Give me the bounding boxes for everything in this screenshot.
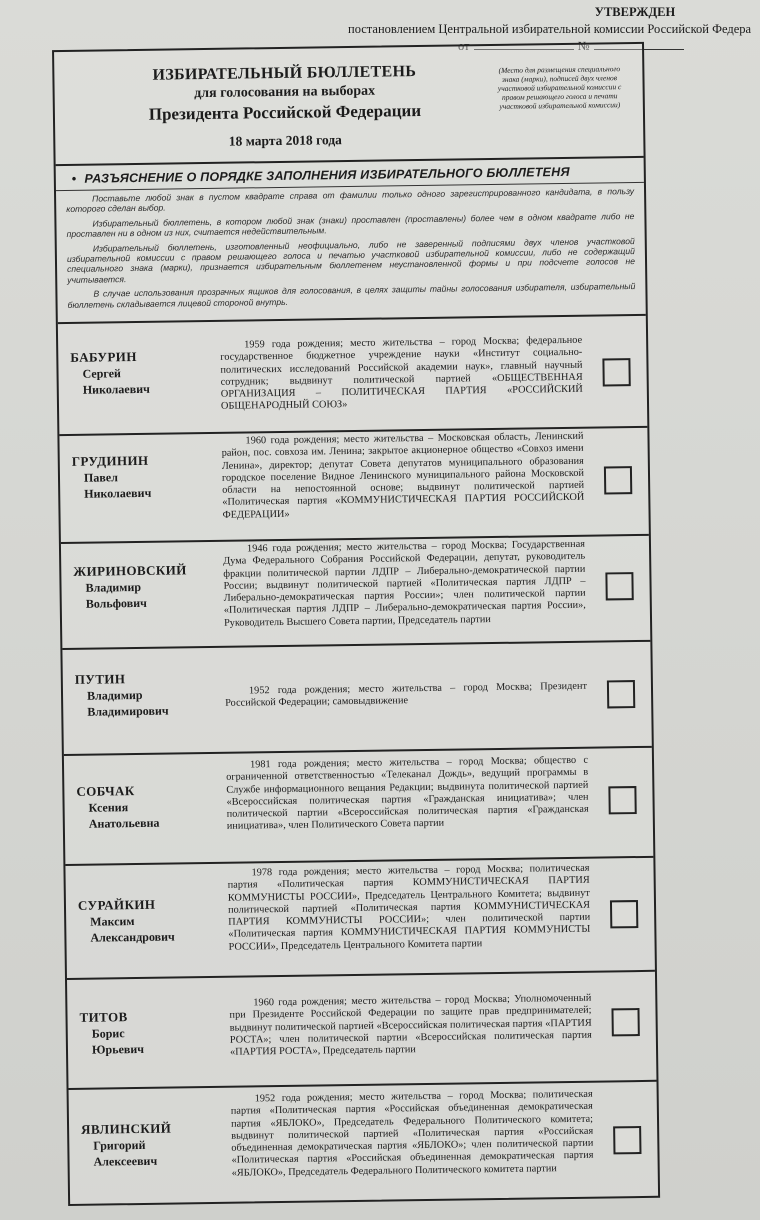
candidate-surname: СОБЧАК xyxy=(76,783,135,799)
candidate-name xyxy=(75,670,226,720)
candidate-surname: ГРУДИНИН xyxy=(71,452,149,469)
candidate-row-zhirinovsky xyxy=(61,536,650,650)
candidate-row-suraykin xyxy=(65,858,655,980)
vote-checkbox[interactable] xyxy=(613,1126,641,1154)
ballot-title: ИЗБИРАТЕЛЬНЫЙ БЮЛЛЕТЕНЬ xyxy=(152,63,417,84)
candidate-patronymic: Николаевич xyxy=(84,485,152,501)
vote-checkbox[interactable] xyxy=(608,786,636,814)
candidate-surname: ПУТИН xyxy=(74,671,126,687)
candidate-surname: ЖИРИНОВСКИЙ xyxy=(73,562,187,579)
candidate-bio: 1981 года рождения; место жительства – город Москва; общество с ограниченной ответственностью «Телеканал Дождь», ведущий программы в Службе информационного вещания Редакции; выдвинута политической партией «Всероссийская политическая партия «Гражданская инициатива»; член политической партии «Всероссийская политическая партия «Гражданская инициатива», член Политического Совета партии xyxy=(226,754,589,833)
candidate-row-titov xyxy=(67,972,656,1090)
candidate-name xyxy=(78,896,229,946)
bullet-icon: • xyxy=(71,171,77,186)
candidate-name xyxy=(72,452,223,502)
ballot xyxy=(52,42,660,1206)
candidate-first-name: Сергей xyxy=(82,366,121,381)
candidate-patronymic: Анатольевна xyxy=(88,815,160,831)
candidate-surname: ТИТОВ xyxy=(79,1009,128,1025)
candidate-row-baburin xyxy=(58,316,648,436)
candidate-bio: 1946 года рождения; место жительства – город Москва; Государственная Дума Федерального Собрания Российской Федерации, депутат, руководитель фракции политической партии ЛДПР – Либерально-демократической партии России; выдвинут политической партией «Политическая партия ЛДПР – Либерально-демократическая партия России»; член политической партии «Политическая партия ЛДПР – Либерально-демократическая партия России», Руководитель Высшего Совета партии, Председатель партии xyxy=(223,538,586,629)
candidate-bio: 1960 года рождения; место жительства – Московская область, Ленинский район, пос. совхоза им. Ленина; закрытое акционерное общество «Совхоз имени Ленина», директор; депутат Совета депутатов муниципального образования городское поселение Видное Ленинского муниципального района Московской области на непостоянной основе; выдвинут политической партией «Политическая партия «КОММУНИСТИЧЕСКАЯ ПАРТИЯ РОССИЙСКОЙ ФЕДЕРАЦИИ» xyxy=(221,430,585,521)
candidate-surname: ЯВЛИНСКИЙ xyxy=(80,1120,172,1137)
candidate-first-name: Владимир xyxy=(85,579,142,595)
candidate-row-yavlinsky xyxy=(69,1082,659,1210)
instruction-paragraph: Избирательный бюллетень, изготовленный неофициально, либо не заверенный подписями двух членов участковой избирательной комиссии с правом решающего голоса и печатью участковой избирательной комиссии, либо не содержащий специального знака (марки), признается избирательным бюллетенем неустановленной формы и при подсчете голосов не учитывается. xyxy=(66,235,636,285)
from-label: от xyxy=(458,39,470,53)
candidate-bio: 1952 года рождения; место жительства – город Москва; Президент Российской Федерации; самовыдвижение xyxy=(225,680,588,710)
candidate-patronymic: Алексеевич xyxy=(93,1153,158,1169)
approval-line: постановлением Центральной избирательной комиссии Российской Федера xyxy=(348,22,752,36)
number-label: № xyxy=(577,39,590,53)
candidate-first-name: Владимир xyxy=(86,687,143,703)
vote-checkbox[interactable] xyxy=(611,1008,639,1036)
vote-checkbox[interactable] xyxy=(610,900,638,928)
candidate-first-name: Павел xyxy=(83,470,118,485)
candidate-bio: 1978 года рождения; место жительства – город Москва; политическая партия «Политическая партия КОММУНИСТИЧЕСКАЯ ПАРТИЯ КОММУНИСТЫ РОССИИ», Председатель Центрального Комитета; выдвинут политической партией «Политическая партия КОММУНИСТИЧЕСКАЯ ПАРТИЯ КОММУНИСТЫ РОССИИ»; член политической партии «Политическая партия КОММУНИСТИЧЕСКАЯ ПАРТИЯ КОММУНИСТЫ РОССИИ», Председатель Центрального Комитета партии xyxy=(227,862,591,953)
candidate-first-name: Борис xyxy=(91,1026,125,1041)
candidate-name xyxy=(73,562,224,612)
vote-checkbox[interactable] xyxy=(602,358,630,386)
candidate-patronymic: Николаевич xyxy=(82,381,150,397)
candidate-patronymic: Александрович xyxy=(90,929,175,945)
instructions xyxy=(56,158,646,324)
candidate-name xyxy=(70,348,221,398)
candidate-row-grudinin xyxy=(59,428,648,544)
candidate-surname: СУРАЙКИН xyxy=(77,896,156,913)
candidate-first-name: Ксения xyxy=(88,800,129,815)
candidate-bio: 1960 года рождения; место жительства – город Москва; Уполномоченный при Президенте Российской Федерации по защите прав предпринимателей; выдвинут политической партией «Всероссийская политическая партия «ПАРТИЯ РОСТА»; член политической партии «Всероссийская политическая партия «ПАРТИЯ РОСТА», Председатель партии xyxy=(229,992,592,1058)
vote-checkbox[interactable] xyxy=(604,466,632,494)
candidate-bio: 1952 года рождения; место жительства – город Москва; политическая партия «Политическая партия «Российская объединенная демократическая партия «ЯБЛОКО», Председатель Федерального Политического комитета; выдвинут политической партией «Политическая партия «Российская объединенная демократическая партия «ЯБЛОКО»; член политической партии «Политическая партия «Российская объединенная демократическая партия «ЯБЛОКО», Председатель Федерального Политического комитета партии xyxy=(230,1088,594,1179)
candidate-patronymic: Вольфович xyxy=(85,595,147,611)
candidate-patronymic: Юрьевич xyxy=(91,1041,145,1057)
candidate-patronymic: Владимирович xyxy=(87,703,169,719)
ballot-office: Президента Российской Федерации xyxy=(148,100,422,124)
candidate-name xyxy=(76,782,227,832)
instruction-paragraph: Поставьте любой знак в пустом квадрате справа от фамилии только одного зарегистрированного кандидата, в пользу которого сделан выбор. xyxy=(66,186,635,215)
ballot-subtitle: для голосования на выборах xyxy=(194,83,376,102)
ballot-date: 18 марта 2018 года xyxy=(228,132,342,149)
stamp-place-note: (Место для размещения специального знака (марки), подписей двух членов участковой избирательной комиссии с правом решающего голоса и печати участковой избирательной комиссии) xyxy=(497,64,622,111)
candidate-first-name: Григорий xyxy=(93,1137,146,1153)
vote-checkbox[interactable] xyxy=(605,572,633,600)
candidate-bio: 1959 года рождения; место жительства – город Москва; федеральное государственное бюджетное учреждение науки «Институт социально-политических исследований Российской академии наук», главный научный сотрудник; выдвинут политической партией «ОБЩЕСТВЕННАЯ ОРГАНИЗАЦИЯ – ПОЛИТИЧЕСКАЯ ПАРТИЯ «РОССИЙСКИЙ ОБЩЕНАРОДНЫЙ СОЮЗ» xyxy=(220,334,583,413)
candidate-name xyxy=(79,1008,230,1058)
instruction-paragraph: Избирательный бюллетень, в котором любой знак (знаки) проставлен (проставлены) более чем в одном квадрате либо не проставлен ни в одном из них, считается недействительным. xyxy=(66,210,635,240)
instruction-paragraph: В случае использования прозрачных ящиков для голосования, в целях защиты тайны голосования избирателя, избирательный бюллетень складывается лицевой стороной внутрь. xyxy=(67,281,636,310)
candidate-name xyxy=(81,1120,232,1170)
ballot-header xyxy=(54,44,644,166)
candidate-first-name: Максим xyxy=(90,914,135,929)
candidate-row-sobchak xyxy=(64,748,653,866)
candidate-surname: БАБУРИН xyxy=(70,348,137,365)
vote-checkbox[interactable] xyxy=(607,680,635,708)
approval-title: УТВЕРЖДЕН xyxy=(594,5,676,19)
candidate-row-putin xyxy=(62,642,651,756)
instructions-title: • РАЗЪЯСНЕНИЕ О ПОРЯДКЕ ЗАПОЛНЕНИЯ ИЗБИРАТЕЛЬНОГО БЮЛЛЕТЕНЯ xyxy=(71,164,570,186)
